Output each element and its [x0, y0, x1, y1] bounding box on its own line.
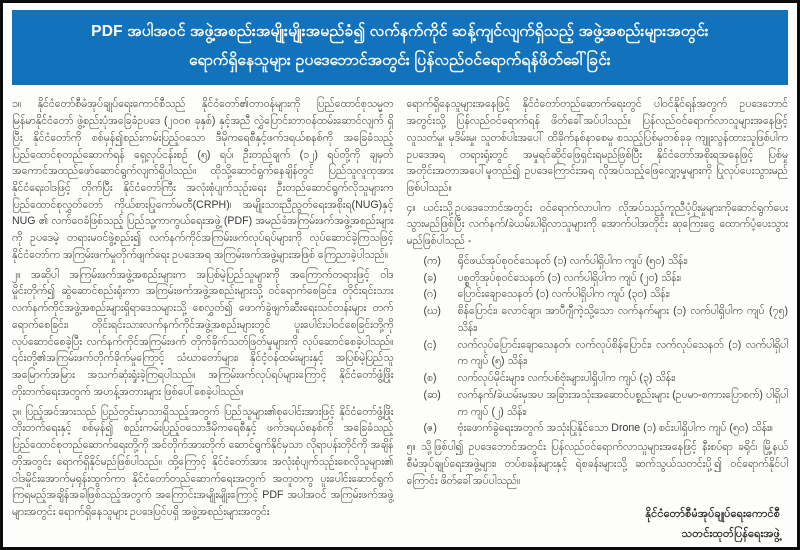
paragraph-3: ၃။ ပြည့်အင်အားသည် ပြည်တွင်းမှာသာရှိသည့်အတွက် ပြည်သူများ၏စုပေါင်းအားဖြင့် နိုင်ငံတော်ဖွံ့ဖြိုးတိုးတက်ရေးနှင့် စစ်မှန်၍ စည်းကမ်းပြည့်ဝသောဒီမိုကရေစီနှင့် ဖက်ဒရယ်စနစ်ကို အခြေခံသည့် ပြည်ထောင်စုတည်ဆောက်ရေးတို့ကို အင်တိုက်အားတိုက် ဆောင်ရွက်နိုင်မှသာ လိုရာပန်းတိုင်ကို အချိန်တိုအတွင်း ရောက်ရှိနိုင်မည်ဖြစ်ပါသည်။ ထို့ကြောင့် နိုင်ငံတော်အား အလုံးစုံပျက်သုဉ်းစေလိုသူများ၏ ဝါဒမှိုင်းအောက်မှရုန်းထွက်ကာ နိုင်ငံတော်တည်ဆောက်ရေးအတွက် အတူတကွ ပူးပေါင်းဆောင်ရွက်ကြရမည့်အချိန်အခါဖြစ်သည့်အတွက် အကြောင်းအမျိုးမျိုးကြောင့် PDF အပါအဝင် အကြမ်းဖက်အဖွဲ့များအတွင်း ရောက်ရှိနေသူများ ဥပဒေပြင်ပရှိ အဖွဲ့အစည်းများအတွင်း	[12, 405, 394, 518]
list-item-text: ပစ္စတိုအုပ်စုဝင်သေနတ် (၁) လက်ပါရှိပါက ကျပ် (၂၀) သိန်း၊	[457, 271, 682, 284]
list-item	[407, 253, 789, 270]
paragraph-1: ၁။ နိုင်ငံတော်စီမံအုပ်ချုပ်ရေးကောင်စီသည် နိုင်ငံတော်၏တာဝန်များကို ပြည်ထောင်စုသမ္မတ မြန်မာနိုင်ငံတော် ဖွဲ့စည်းပုံအခြေခံဥပဒေ (၂၀၀၈ ခုနှစ်) နှင့်အညီ လွှဲပြောင်းတာဝန်ထမ်းဆောင်လျက် ရှိပြီး နိုင်ငံတော်ကို စစ်မှန်၍စည်းကမ်းပြည့်ဝသော ဒီမိုကရေစီနှင့်ဖက်ဒရယ်စနစ်ကို အခြေခံသည့် ပြည်ထောင်စုတည်ဆောက်ရန် ရှေ့လုပ်ငန်းစဉ် (၅) ရပ်၊ ဦးတည်ချက် (၁၂) ရပ်တို့ကို ချမှတ်အကောင်အထည်ဖော်ဆောင်ရွက်လျက်ရှိပါသည်။ ထိုသို့ဆောင်ရွက်နေချိန်တွင် ပြည်သူလူထုအား နိုင်ငံရေးဝါဒဖြင့် တိုက်ပြီး နိုင်ငံတော်ကြီး အလုံးစုံပျက်သုဉ်းရေး ဦးတည်ဆောင်ရွက်လိုသူများက ပြည်ထောင်စုလွှတ်တော် ကိုယ်စားပြုကော်မတီ(CRPH)၊ အမျိုးသားညီညွတ်ရေးအစိုးရ(NUG)နှင့် NUG ၏ လက်ဝေခံဖြစ်သည့် ပြည်သူ့ကာကွယ်ရေးအဖွဲ့ (PDF) အမည်ခံအကြမ်းဖက်အဖွဲ့အစည်းများကို ဥပဒေမဲ့ တရားမဝင်ဖွဲ့စည်း၍ လက်နက်ကိုင်အကြမ်းဖက်လုပ်ရပ်များကို လုပ်ဆောင်ခဲ့ကြသဖြင့် နိုင်ငံတော်က အကြမ်းဖက်မှုတိုက်ဖျက်ရေး ဥပဒေအရ အကြမ်းဖက်အဖွဲ့များအဖြစ် ကြေညာခဲ့ပါသည်။	[12, 98, 394, 261]
list-item	[407, 286, 789, 303]
list-item	[407, 420, 789, 437]
list-item-text: စိန်ပြောင်း၊ လောင်ချာ၊ အာပီဂျီကဲ့သို့သော လက်နက်များ (၁) လက်ပါရှိပါက ကျပ် (၇၅) သိန်း၊	[457, 305, 788, 334]
signature-line-1: နိုင်ငံတော်စီမံအုပ်ချုပ်ရေးကောင်စီ	[645, 508, 780, 521]
list-item-label: (က)	[423, 254, 441, 267]
list-item-text: ဗုံးဖောက်ခွဲရေးအတွက် အသုံးပြုနိုင်သော Drone (၁) စင်းပါရှိပါက ကျပ် (၅၀) သိန်း။	[457, 422, 773, 435]
list-item	[407, 303, 789, 336]
list-item-label: (စ)	[423, 372, 437, 385]
list-item-text: ပြောင်းချောသေနတ် (၁) လက်ပါရှိပါက ကျပ် (၃၀) သိန်း၊	[457, 288, 670, 301]
list-item	[407, 370, 789, 387]
signature-line-2: သတင်းထုတ်ပြန်ရေးအဖွဲ့	[681, 528, 780, 541]
list-item-text: ရိုင်ဖယ်အုပ်စုဝင်သေနတ် (၁) လက်ပါရှိပါက ကျပ် (၅၀) သိန်း၊	[457, 254, 688, 267]
signature-block	[407, 504, 789, 542]
right-column	[407, 96, 789, 542]
paragraph-2: ၂။ အဆိုပါ အကြမ်းဖက်အဖွဲ့အစည်းများက အပြစ်မဲ့ပြည်သူများကို အကြောက်တရားဖြင့် ဝါဒမှိုင်းတိုက်၍ ဆွဲဆောင်စည်းရုံးကာ အကြမ်းဖက်အဖွဲ့အစည်းများသို့ ဝင်ရောက်စေခြင်း၊ တိုင်းရင်းသား လက်နက်ကိုင်အဖွဲ့အစည်းများရှိရာဒေသများသို့ စေလွှတ်၍ ဖောက်ခွဲဖျက်ဆီးရေးသင်တန်းများ တက်ရောက်စေခြင်း၊ တိုင်းရင်းသားလက်နက်ကိုင်အဖွဲ့အစည်းများတွင် ပူးပေါင်းပါဝင်စေခြင်းတို့ကို လုပ်ဆောင်စေခဲ့ပြီး လက်နက်ကိုင်အကြမ်းဖက် တိုက်ခိုက်သတ်ဖြတ်မှုများကို လုပ်ဆောင်စေခဲ့ပါသည်။ ၎င်းတို့၏အကြမ်းဖက်တိုက်ခိုက်မှုကြောင့် သံဃာတော်များ၊ နိုင်ငံ့ဝန်ထမ်းများနှင့် အပြစ်မဲ့ပြည်သူအမြောက်အမြား အသက်ဆုံးရှုံးခဲ့ကြရပါသည်။ အကြမ်းဖက်လုပ်ရပ်များကြောင့် နိုင်ငံတော်ဖွံ့ဖြိုးတိုးတက်ရေးအတွက် အဟန့်အတားများ ဖြစ်ပေါ်စေခဲ့ပါသည်။	[12, 268, 394, 398]
paragraph-3-continuation: ရောက်ရှိနေသူများအနေဖြင့် နိုင်ငံတော်တည်ဆောက်ရေးတွင် ပါဝင်နိုင်ရန်အတွက် ဥပဒေဘောင်အတွင်းသို့ ပြန်လည်ဝင်ရောက်ရန် ဖိတ်ခေါ်အပ်ပါသည်။ ပြန်လည်ဝင်ရောက်လာသူများအနေဖြင့် လူသတ်မှု၊ မုဒိမ်းမှု၊ သူတစ်ပါးအပေါ် ထိခိုက်နစ်နာစေမှု စသည့်ပြစ်မှုတစ်ခုခု ကျူးလွန်ထားသူဖြစ်ပါက ဥပဒေအရ တရားရုံးတွင် အမှုရင်ဆိုင်ဖြေရှင်းရမည်ဖြစ်ပြီး နိုင်ငံတော်အစိုးရအနေဖြင့် ပြစ်မှုအတိုင်းအတာအပေါ်မူတည်၍ ဥပဒေကြောင်းအရ လိုအပ်သည့်ဖြေလျှော့မှုများကို ပြုလုပ်ပေးသွားမည်ဖြစ်ပါသည်။	[406, 98, 788, 195]
title-line-2: ရောက်ရှိနေသူများ ဥပဒေဘောင်အတွင်း ပြန်လည်ဝင်ရောက်ရန်ဖိတ်ခေါ်ခြင်း	[189, 51, 611, 69]
left-column	[12, 96, 394, 542]
list-item-label: (ခ)	[423, 271, 437, 284]
list-item-label: (ဇ)	[423, 422, 437, 435]
list-item-text: လက်နက်/ခဲယမ်းမှအပ အခြားအသုံးအဆောင်ပစ္စည်းများ (ဥပမာ-စကားပြောစက်) ပါရှိပါက ကျပ် (၂) သိန်း၊	[457, 388, 788, 418]
paragraph-5: ၅။ သို့ဖြစ်ပါ၍ ဥပဒေဘောင်အတွင်း ပြန်လည်ဝင်ရောက်လာသူများအနေဖြင့် နီးစပ်ရာ ခရိုင်၊ မြို့နယ် စီမံအုပ်ချုပ်ရေးအဖွဲ့များ၊ တပ်စခန်းများနှင့် ရဲစခန်းများသို့ ဆက်သွယ်သတင်းပို့၍ ဝင်ရောက်နိုင်ပါကြောင်း ဖိတ်ခေါ်အပ်ပါသည်။	[406, 441, 788, 487]
title-line-1: PDF အပါအဝင် အဖွဲ့အစည်းအမျိုးမျိုးအမည်ခံ၍ လက်နက်ကိုင် ဆန့်ကျင်လျက်ရှိသည့် အဖွဲ့အစည်းများအတွင်း	[91, 23, 709, 40]
list-item-label: (ဆ)	[423, 388, 441, 401]
paragraph-4: ၄။ ယင်းသို့ဥပဒေဘောင်အတွင်း ဝင်ရောက်လာပါက လိုအပ်သည့်ကူညီပံ့ပိုးမှုများကိုဆောင်ရွက်ပေးသွားမည်ဖြစ်ပြီး လက်နက်/ခဲယမ်းပါရှိလာသူများကို အောက်ပါအတိုင်း ဆုကြေးငွေ ထောက်ပံ့ပေးသွားမည်ဖြစ်ပါသည် -	[406, 201, 788, 248]
list-item-text: လက်လုပ်မိုင်းများ၊ လက်ပစ်ဗုံးများပါရှိပါက ကျပ် (၃) သိန်း၊	[457, 372, 676, 385]
list-item	[407, 337, 789, 370]
list-item-label: (ဂ)	[423, 288, 437, 301]
list-item	[407, 270, 789, 287]
list-item	[407, 387, 789, 420]
bounty-list	[407, 253, 789, 437]
body-columns	[12, 96, 788, 542]
list-item-label: (ဃ)	[423, 305, 441, 318]
list-item-label: (င)	[423, 338, 437, 351]
list-item-text: လက်လုပ်ပြောင်းချောသေနတ်၊ လက်လုပ်စိန်ပြောင်း၊ လက်လုပ်သေနတ် (၁) လက်ပါရှိပါက ကျပ် (၅) သိန်း၊	[457, 338, 788, 368]
header-banner	[12, 10, 788, 85]
